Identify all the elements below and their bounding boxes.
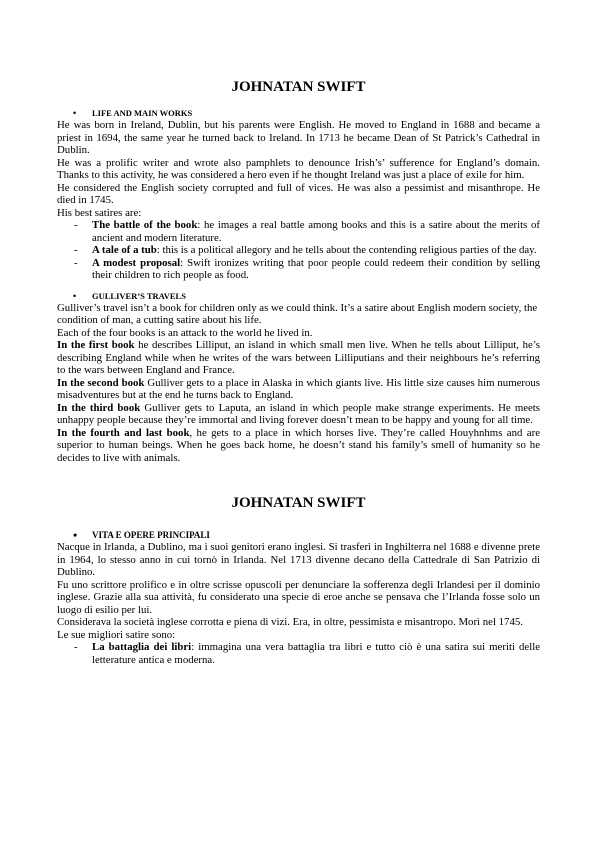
book-label: In the fourth and last book bbox=[57, 426, 190, 439]
book-label: In the third book bbox=[57, 401, 141, 414]
book-label: In the second book bbox=[57, 376, 145, 389]
section-heading-life bbox=[57, 108, 540, 119]
page-title-italian: JOHNATAN SWIFT bbox=[231, 495, 366, 511]
paragraph: Gulliver’s travel isn’t a book for children only as we could think. It’s a satire about English modern society, the condition of man, a cutting satire about his life. bbox=[57, 301, 538, 326]
satire-title: La battaglia dei libri bbox=[92, 641, 192, 653]
satires-list bbox=[57, 219, 540, 282]
bullet-icon: • bbox=[73, 528, 78, 542]
heading-text: LIFE AND MAIN WORKS bbox=[92, 108, 193, 118]
dash-marker: - bbox=[74, 641, 78, 653]
paragraph: Le sue migliori satire sono: bbox=[57, 628, 176, 641]
satire-desc: : Swift ironizes writing that poor people could redeem their condition by selling their children to rich people as food. bbox=[92, 256, 541, 281]
page-title: JOHNATAN SWIFT bbox=[231, 79, 366, 95]
paragraph bbox=[57, 427, 540, 465]
list-item bbox=[57, 244, 540, 257]
paragraph: Considerava la società inglese corrotta e piena di vizi. Era, in oltre, pessimista e misantropo. Morì nel 1745. bbox=[57, 616, 523, 628]
paragraph bbox=[57, 377, 540, 402]
satire-desc: : this is a political allegory and he tells about the contending religious parties of the day. bbox=[156, 244, 537, 256]
dash-marker: - bbox=[74, 256, 78, 269]
paragraph: Nacque in Irlanda, a Dublino, ma i suoi genitori erano inglesi. Si trasferì in Inghilterra nel 1688 e divenne prete in 1964, lo stesso anno in cui tornò in Irlanda. Nel 1713 divenne decano della Cattedrale di San Patrizio di Dublino. bbox=[57, 541, 540, 578]
book-text: Gulliver gets to Laputa, an island in which people make strange experiments. He meets unhappy people because they’re immortal and living forever doesn’t mean to be happy and young for all time. bbox=[57, 401, 541, 426]
book-text: , he gets to a place in which horses live. They’re called Houyhnhms and are superior to human beings. When he goes back home, he doesn’t stand his family’s smell of humanity so he decides to live with animals. bbox=[57, 426, 540, 464]
satire-desc: : he images a real battle among books and this is a satire about the merits of ancient and modern literature. bbox=[92, 219, 540, 244]
paragraph bbox=[57, 402, 540, 427]
paragraph: He considered the English society corrupted and full of vices. He was also a pessimist and misanthrope. He died in 1745. bbox=[57, 181, 540, 206]
paragraph: His best satires are: bbox=[57, 206, 142, 219]
satire-title: A modest proposal bbox=[92, 256, 181, 269]
paragraph: He was born in Ireland, Dublin, but his parents were English. He moved to England in 1688 and became a priest in 1694, the same year he turned back to Ireland. In 1713 he became Dean of St Patrick’s Cathedral in Dublin. bbox=[57, 119, 540, 156]
paragraph: He was a prolific writer and wrote also pamphlets to denounce Irish’s’ sufference for England’s domain. Thanks to this activity, he was considered a hero even if he thought Ireland was just a place of exile for him. bbox=[57, 156, 540, 181]
spacer bbox=[57, 282, 540, 291]
satire-desc: : immagina una vera battaglia tra libri e tutto ciò è una satira sui meriti delle letterature antica e moderna. bbox=[92, 641, 540, 666]
section-heading-vita bbox=[57, 530, 540, 541]
bullet-icon: • bbox=[73, 290, 77, 301]
section-heading-gulliver bbox=[57, 291, 540, 302]
paragraph: Fu uno scrittore prolifico e in oltre scrisse opuscoli per denunciare la sofferenza degli Irlandesi per il dominio inglese. Grazie alla sua attività, fu considerato una specie di eroe anche se pensava che l’Irlanda fosse solo un luogo di esilio per lui. bbox=[57, 578, 540, 616]
book-label: In the first book bbox=[57, 339, 135, 351]
satire-title: The battle of the book bbox=[92, 219, 198, 231]
book-text: Gulliver gets to a place in Alaska in which giants live. His little size causes him numerous misadventures but at the end he turns back to England. bbox=[57, 376, 540, 401]
satire-list-italian bbox=[57, 641, 540, 666]
dash-marker: - bbox=[74, 219, 78, 231]
dash-marker: - bbox=[74, 244, 78, 256]
heading-text: VITA E OPERE PRINCIPALI bbox=[92, 530, 210, 540]
bullet-icon: • bbox=[73, 108, 77, 118]
list-item bbox=[57, 257, 540, 282]
paragraph: Each of the four books is an attack to the world he lived in. bbox=[57, 326, 313, 339]
book-text: he describes Lilliput, an island in which small men live. When he tells about Lilliput, he’s describing England while when he writes of the wars between Lilliputians and their neighbours he’s referring to the wars between England and France. bbox=[57, 339, 540, 376]
heading-text: GULLIVER’S TRAVELS bbox=[92, 290, 186, 301]
satire-title: A tale of a tub bbox=[92, 244, 157, 256]
list-item bbox=[57, 219, 540, 244]
list-item bbox=[57, 641, 540, 666]
page-content bbox=[57, 78, 540, 666]
paragraph bbox=[57, 339, 540, 377]
